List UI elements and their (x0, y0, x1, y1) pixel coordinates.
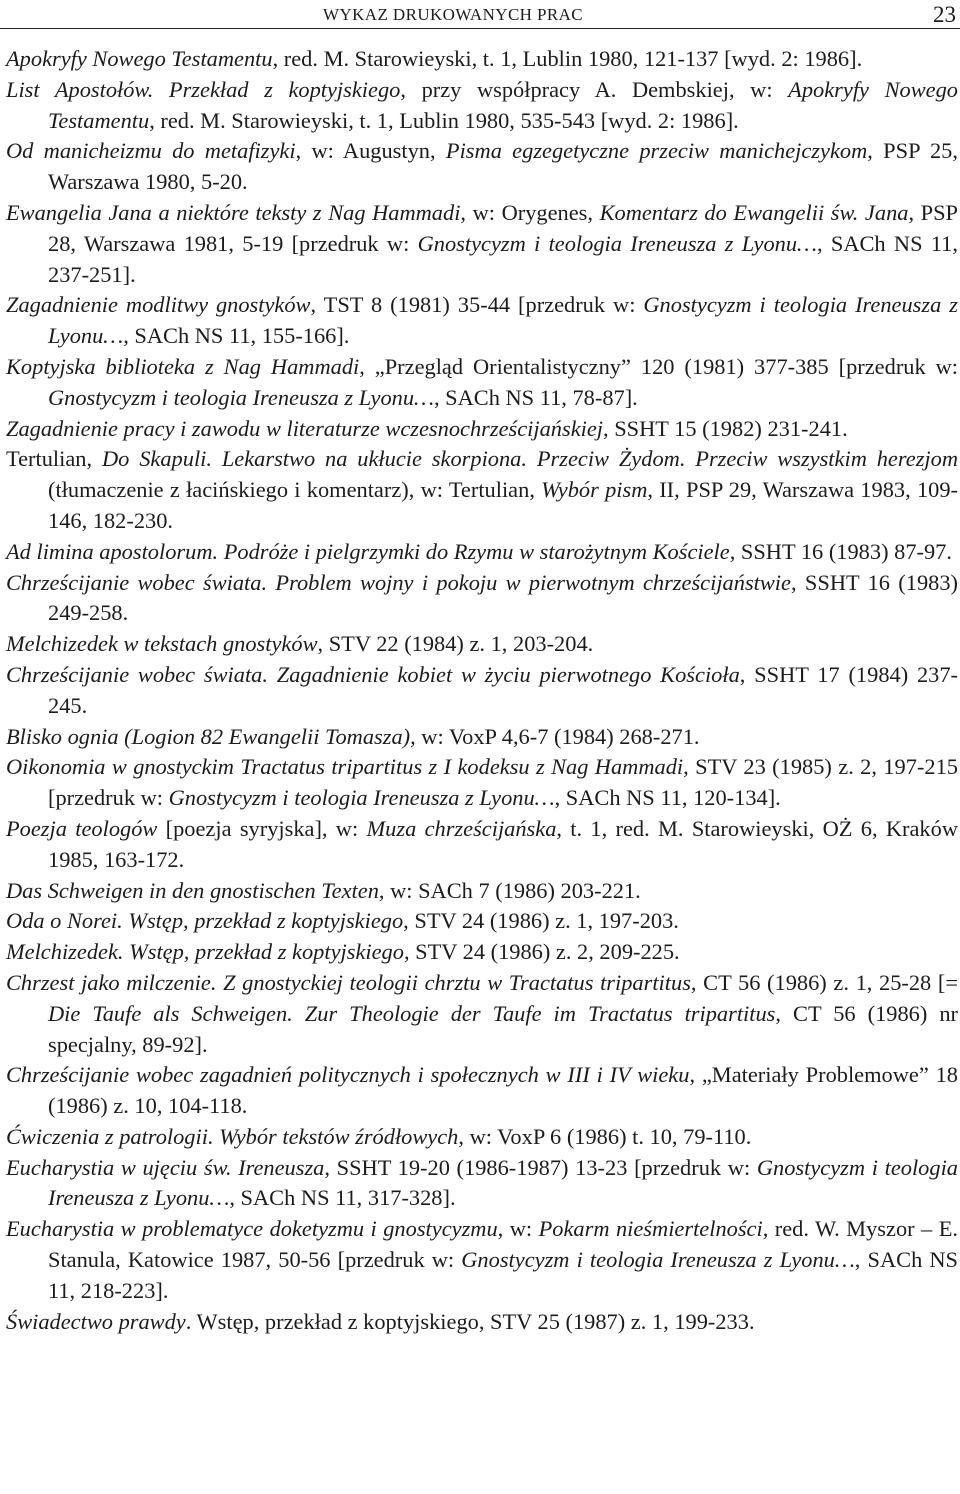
entry-text: , w: (497, 1216, 539, 1242)
entry-text: , SACh NS 11, 317-328]. (229, 1185, 456, 1211)
entry-text: , SACh NS 11, 155-166]. (123, 323, 350, 349)
bibliography-entry (6, 906, 958, 937)
bibliography-entry (6, 752, 958, 814)
bibliography-entry (6, 629, 958, 660)
entry-text: , TST 8 (1981) 35-44 [przedruk w: (310, 292, 644, 318)
entry-text: , SSHT 15 (1982) 231-241. (603, 415, 848, 441)
running-head: WYKAZ DRUKOWANYCH PRAC (323, 5, 584, 24)
bibliography-entry (6, 444, 958, 536)
entry-title: Apokryfy Nowego Testamentu (6, 46, 273, 71)
entry-title: Eucharystia w problematyce doketyzmu i gnostycyzmu (6, 1216, 498, 1242)
entry-title: Chrzest jako milczenie. Z gnostyckiej teologii chrztu w Tractatus tripartitus (6, 969, 691, 995)
entry-text: , II, PSP 29, Warszawa 1983, 109-146, 182-230. (48, 477, 958, 533)
page-header (0, 2, 960, 29)
entry-title: Eucharystia w ujęciu św. Ireneusza (6, 1154, 325, 1180)
bibliography-entry (6, 722, 958, 753)
bibliography-entry (6, 44, 958, 75)
entry-text: (tłumaczenie z łacińskiego i komentarz), w: Tertulian, (48, 477, 542, 503)
entry-text: , w: VoxP 4,6-7 (1984) 268-271. (410, 723, 700, 749)
entry-title: Pokarm nieśmiertelności (538, 1216, 763, 1242)
entry-title: Melchizedek w tekstach gnostyków (6, 631, 318, 657)
entry-title: Gnostycyzm i teologia Ireneusza z Lyonu… (48, 292, 958, 349)
entry-text: , w: VoxP 6 (1986) t. 10, 79-110. (458, 1123, 752, 1149)
bibliography-entry (6, 1122, 958, 1153)
entry-text: , red. W. Myszor – E. Stanula, Katowice 1987, 50-56 [przedruk w: (48, 1216, 959, 1273)
entry-title: Świadectwo prawdy (6, 1308, 186, 1334)
entry-text: , SSHT 16 (1983) 87-97. (729, 538, 952, 564)
entry-title: Ćwiczenia z patrologii. Wybór tekstów źródłowych (6, 1123, 459, 1149)
bibliography-entry (6, 198, 958, 290)
entry-text: , STV 23 (1985) z. 2, 197-215 [przedruk w: (48, 754, 958, 811)
bibliography-entry (6, 136, 958, 198)
bibliography-entry (6, 1153, 958, 1215)
entry-title: Das Schweigen in den gnostischen Texten (6, 877, 379, 903)
entry-text: , CT 56 (1986) nr specjalny, 89-92]. (48, 1000, 958, 1057)
entry-title: Chrześcijanie wobec świata. Problem wojny i pokoju w pierwotnym chrześcijaństwie (6, 569, 791, 595)
entry-title: Ad limina apostolorum. Podróże i pielgrzymki do Rzymu w starożytnym Kościele (6, 538, 730, 564)
entry-text: , przy współpracy A. Dembskiej, w: (400, 76, 789, 102)
entry-title: Wybór pism (541, 477, 648, 503)
entry-text: , w: Augustyn, (295, 138, 446, 164)
entry-text: , PSP 25, Warszawa 1980, 5-20. (48, 138, 958, 195)
entry-text: Tertulian, (6, 446, 102, 472)
entry-text: , SACh NS 11, 78-87]. (433, 384, 638, 410)
entry-text: , PSP 28, Warszawa 1981, 5-19 [przedruk w: (48, 199, 959, 256)
bibliography-entry (6, 937, 958, 968)
entry-title: Ewangelia Jana a niektóre teksty z Nag Hammadi (6, 199, 461, 225)
bibliography-entry (6, 290, 958, 352)
page-number: 23 (933, 2, 956, 27)
entry-text: , SACh NS 11, 120-134]. (554, 785, 781, 811)
entry-text: , STV 24 (1986) z. 2, 209-225. (403, 939, 680, 965)
entry-title: List Apostołów. Przekład z koptyjskiego (6, 76, 401, 102)
entry-title: Gnostycyzm i teologia Ireneusza z Lyonu… (48, 1154, 958, 1211)
entry-title: Blisko ognia (Logion 82 Ewangelii Tomasza) (6, 723, 411, 749)
entry-title: Gnostycyzm i teologia Ireneusza z Lyonu… (461, 1247, 855, 1273)
entry-title: Do Skapuli. Lekarstwo na ukłucie skorpiona. Przeciw Żydom. Przeciw wszystkim herezjom (101, 446, 958, 472)
entry-title: Oda o Norei. Wstęp, przekład z koptyjskiego (6, 908, 404, 934)
entry-title: Komentarz do Ewangelii św. Jana (599, 199, 909, 225)
bibliography-entry (6, 414, 958, 445)
entry-title: Apokryfy Nowego Testamentu (48, 76, 958, 133)
entry-text: , STV 22 (1984) z. 1, 203-204. (317, 631, 594, 657)
entry-title: Od manicheizmu do metafizyki (6, 138, 296, 164)
entry-text: , SACh NS 11, 218-223]. (48, 1247, 958, 1303)
entry-text: . Wstęp, przekład z koptyjskiego, STV 25 (1987) z. 1, 199-233. (185, 1308, 755, 1334)
bibliography-entry (6, 352, 958, 414)
entry-title: Muza chrześcijańska (366, 815, 557, 841)
bibliography-entry (6, 968, 958, 1060)
bibliography-entry (6, 1214, 958, 1306)
entry-title: Koptyjska biblioteka z Nag Hammadi (6, 353, 360, 379)
entry-title: Melchizedek. Wstęp, przekład z koptyjskiego (6, 939, 404, 965)
bibliography-entry (6, 1307, 958, 1338)
entry-text: , red. M. Starowieyski, t. 1, Lublin 1980, 121-137 [wyd. 2: 1986]. (272, 46, 863, 71)
entry-title: Zagadnienie pracy i zawodu w literaturze wczesnochrześcijańskiej (6, 415, 604, 441)
entry-text: , „Przegląd Orientalistyczny” 120 (1981) 377-385 [przedruk w: (359, 353, 958, 379)
bibliography-entry (6, 814, 958, 876)
entry-text: , SSHT 17 (1984) 237-245. (48, 661, 958, 718)
entry-text: [poezja syryjska], w: (157, 815, 367, 841)
entry-title: Chrześcijanie wobec świata. Zagadnienie kobiet w życiu pierwotnego Kościoła (6, 661, 740, 687)
bibliography-entry (6, 876, 958, 907)
entry-text: , SSHT 19-20 (1986-1987) 13-23 [przedruk w: (324, 1154, 757, 1180)
bibliography-entry (6, 537, 958, 568)
entry-title: Zagadnienie modlitwy gnostyków (6, 292, 311, 318)
entry-text: , w: SACh 7 (1986) 203-221. (378, 877, 641, 903)
entry-title: Gnostycyzm i teologia Ireneusza z Lyonu… (48, 384, 434, 410)
entry-text: , t. 1, red. M. Starowieyski, OŻ 6, Kraków 1985, 163-172. (48, 815, 958, 872)
bibliography-entry (6, 660, 958, 722)
entry-title: Chrześcijanie wobec zagadnień politycznych i społecznych w III i IV wieku (6, 1062, 690, 1088)
entry-title: Poezja teologów (6, 815, 158, 841)
bibliography-entry (6, 75, 958, 137)
entry-title: Gnostycyzm i teologia Ireneusza z Lyonu… (168, 785, 555, 811)
entry-title: Gnostycyzm i teologia Ireneusza z Lyonu… (417, 230, 817, 256)
bibliography-list (6, 44, 958, 1337)
entry-text: , SSHT 16 (1983) 249-258. (48, 569, 959, 626)
entry-title: Pisma egzegetyczne przeciw manichejczykom (445, 138, 868, 164)
entry-text: , SACh NS 11, 237-251]. (48, 230, 958, 287)
entry-title: Oikonomia w gnostyckim Tractatus tripartitus z I kodeksu z Nag Hammadi (6, 754, 684, 780)
entry-text: , w: Orygenes, (460, 199, 600, 225)
entry-text: , CT 56 (1986) z. 1, 25-28 [= (690, 969, 958, 995)
entry-title: Die Taufe als Schweigen. Zur Theologie der Taufe im Tractatus tripartitus (48, 1000, 776, 1026)
bibliography-entry (6, 568, 958, 630)
entry-text: , red. M. Starowieyski, t. 1, Lublin 1980, 535-543 [wyd. 2: 1986]. (149, 107, 739, 133)
bibliography-entry (6, 1060, 958, 1122)
entry-text: , „Materiały Problemowe” 18 (1986) z. 10, 104-118. (48, 1062, 958, 1119)
entry-text: , STV 24 (1986) z. 1, 197-203. (403, 908, 679, 934)
